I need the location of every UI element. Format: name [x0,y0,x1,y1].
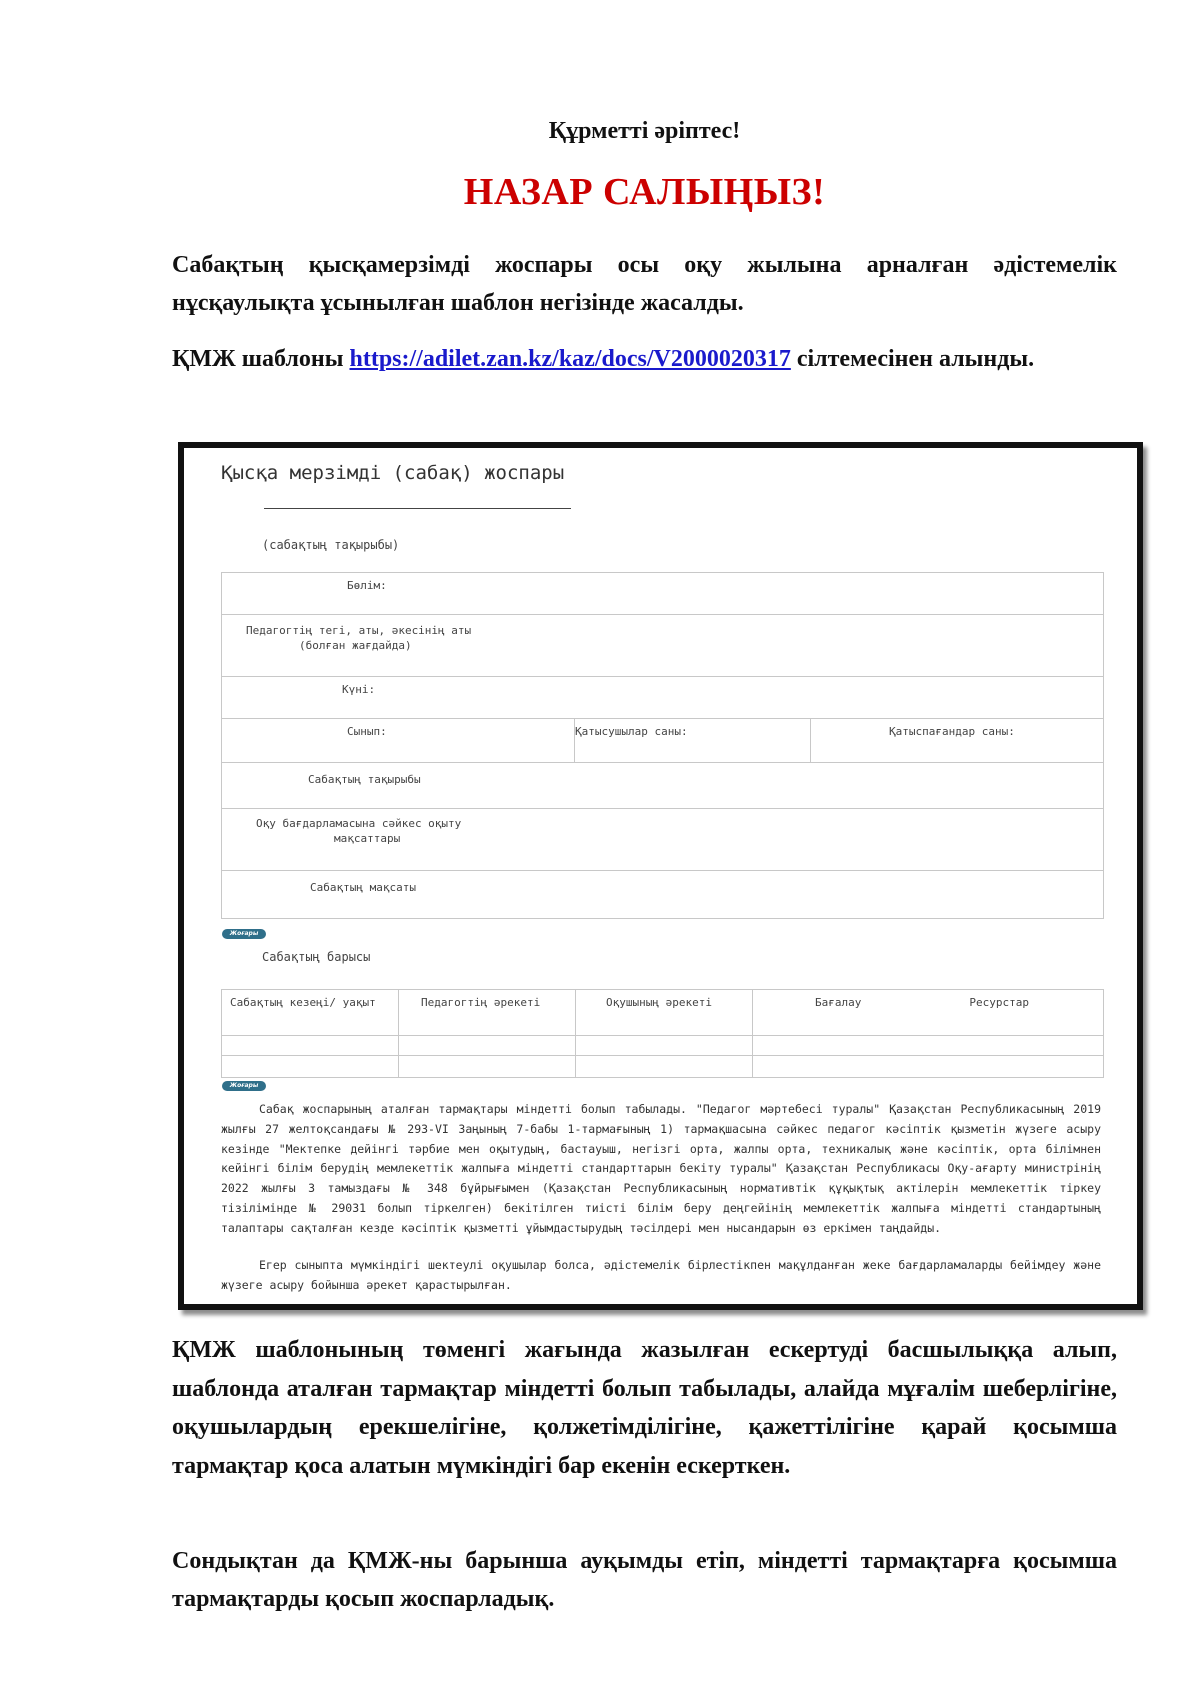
adilet-link[interactable]: https://adilet.zan.kz/kaz/docs/V2000020317 [349,346,791,372]
table-row [222,809,1104,871]
teacher-label: Педагогтің тегі, аты, әкесінің аты [246,624,472,637]
table-row [222,615,1104,677]
greeting-heading: Құрметті әріптес! [548,118,741,144]
lesson-info-table [221,572,1104,919]
lesson-course-table [221,989,1104,1078]
teacher-note: (болған жағдайда) [299,639,412,652]
back-to-top-button[interactable]: Жоғары [222,929,266,939]
table-cell [811,719,1104,763]
column-header: Ресурстар [969,996,1029,1009]
table-header-cell [576,990,753,1036]
template-source-paragraph [172,340,1117,378]
topic-caption: (сабақтың тақырыбы) [262,538,400,552]
table-row [222,677,1104,719]
course-caption: Сабақтың барысы [262,950,371,964]
section-label: Бөлім: [347,579,387,592]
intro-paragraph: Сабақтың қысқамерзімді жоспары осы оқу жылына арналған әдістемелік нұсқаулықта ұсынылған шаблон негізінде жасалды. [172,252,1117,316]
attention-heading: НАЗАР САЛЫҢЫЗ! [463,171,826,213]
present-label: Қатысушылар саны: [575,725,688,738]
table-cell [753,1036,1104,1056]
table-cell [753,1056,1104,1078]
class-label: Сынып: [347,725,387,738]
table-cell [399,1056,576,1078]
absent-label: Қатыспағандар саны: [889,725,1015,738]
table-cell [576,1036,753,1056]
template-source-prefix: ҚМЖ шаблоны [172,346,350,372]
mandatory-items-note: Сабақ жоспарының аталған тармақтары міндетті болып табылады. "Педагог мәртебесі туралы" Қазақстан Республикасының 2019 жылғы 27 желтоқсандағы № 293-VI Заңының 7-бабы 1-тармағының 1) тармақшасына сәйкес педагог кәсіптік қызметін жүзеге асыру кезінде "Мектепке дейінгі тәрбие мен оқытудың, бастауыш, негізгі орта, жалпы орта, техникалық және кәсіптік, орта білімнен кейінгі білім берудің мемлекеттік жалпыға міндетті стандарттарын бекіту туралы" Қазақстан Республикасы Оқу-ағарту министрінің 2022 жылғы 3 тамыздағы № 348 бұйрығымен (Қазақстан Республикасының нормативтік құқықтық актілерін мемлекеттік тіркеу тізілімінде № 29031 болып тіркелген) бекітілген тиісті білім беру деңгейінің мемлекеттік жалпыға міндетті стандартының талаптары сақталған кезде кәсіптік қызметті ұйымдастырудың тәсілдері мен нысандарын өз еркімен таңдайды. [221,1102,1101,1235]
column-header: Сабақтың кезеңі/ уақыт [230,996,376,1009]
table-header-cell [399,990,576,1036]
final-paragraph: Сондықтан да ҚМЖ-ны барынша ауқымды етіп, міндетті тармақтарға қосымша тармақтарды қосып жоспарладық. [172,1548,1117,1612]
column-header: Педагогтің әрекеті [421,996,541,1009]
template-screenshot [178,442,1143,1310]
objectives-label-cont: мақсаттары [334,832,401,845]
table-row [222,763,1104,809]
template-source-suffix: сілтемесінен алынды. [790,346,1035,372]
table-cell [576,1056,753,1078]
topic-underline [264,508,571,509]
table-header-cell [753,990,1104,1036]
table-cell [222,1036,399,1056]
conclusion-paragraph: ҚМЖ шаблонының төменгі жағында жазылған ескертуді басшылыққа алып, шаблонда аталған тармақтар міндетті болып табылады, алайда мұғалім шеберлігіне, оқушылардың ерекшелігіне, қолжетімділігіне, қажеттілігіне қарай қосымша тармақтар қоса алатын мүмкіндігі бар екенін ескерткен. [172,1337,1117,1479]
date-label: Күні: [342,683,376,696]
table-row [222,573,1104,615]
table-row [222,871,1104,919]
objectives-label: Оқу бағдарламасына сәйкес оқыту [256,817,462,830]
table-cell [222,719,575,763]
table-cell [399,1036,576,1056]
template-title: Қысқа мерзімді (сабақ) жоспары [221,462,565,484]
column-header: Бағалау [815,996,862,1009]
back-to-top-button-2[interactable]: Жоғары [222,1081,266,1091]
lesson-topic-label: Сабақтың тақырыбы [308,773,421,786]
table-cell [575,719,811,763]
lesson-goal-label: Сабақтың мақсаты [310,881,416,894]
column-header: Оқушының әрекеті [606,996,712,1009]
special-needs-note: Егер сыныпта мүмкіндігі шектеулі оқушылар болса, әдістемелік бірлестікпен мақұлданған жеке бағдарламаларды бейімдеу және жүзеге асыру бойынша әрекет қарастырылған. [221,1258,1101,1292]
table-header-cell [222,990,399,1036]
table-cell [222,1056,399,1078]
